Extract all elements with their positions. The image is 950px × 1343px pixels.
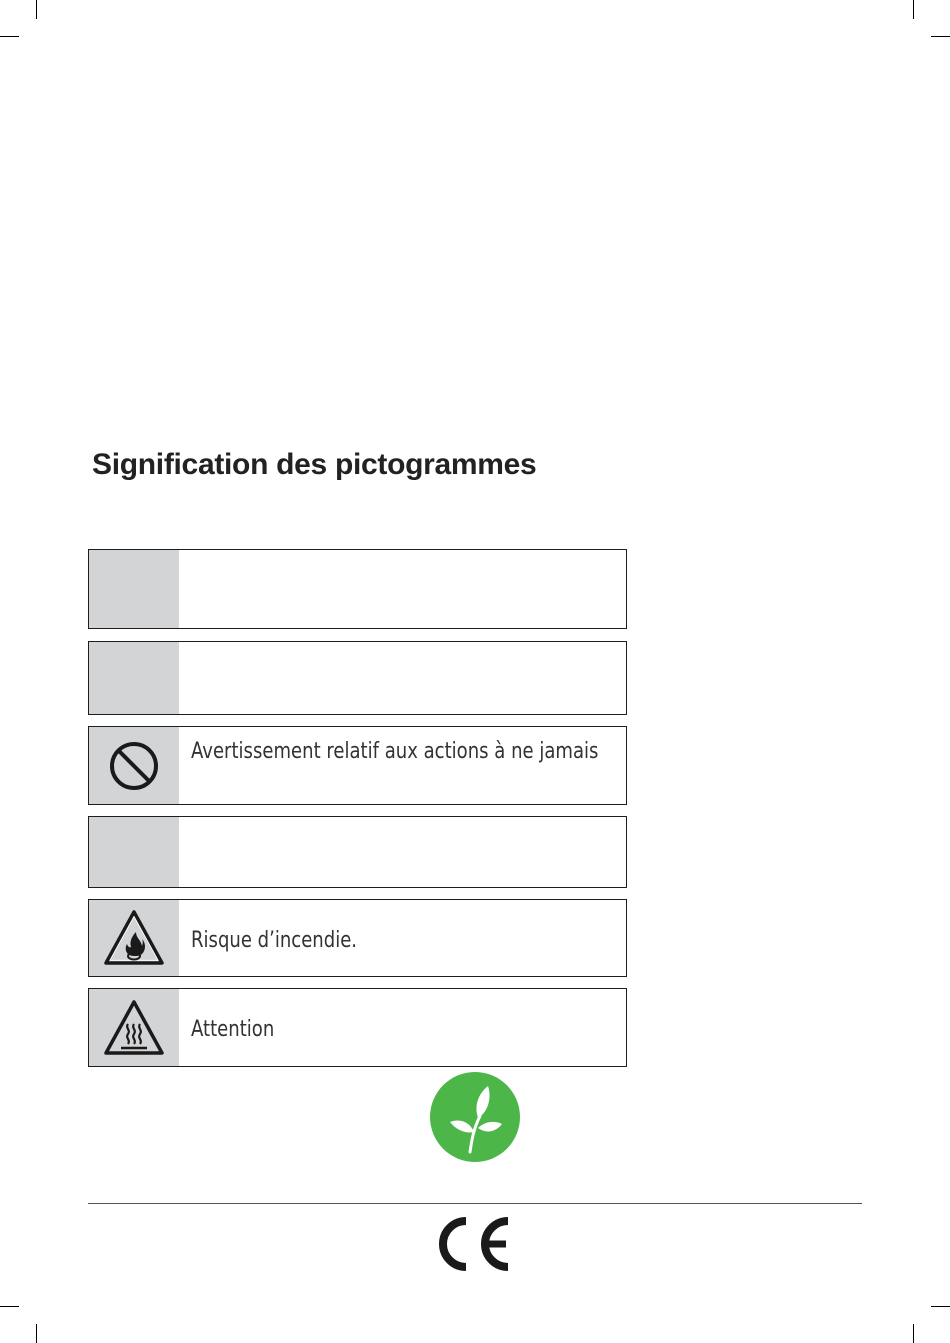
pictogram-row [88,641,627,715]
pictogram-cell [89,817,179,887]
pictogram-row [88,988,627,1067]
pictogram-cell [89,900,179,976]
crop-mark [0,1306,19,1307]
crop-mark [931,1306,950,1307]
crop-mark [931,36,950,37]
pictogram-row [88,899,627,977]
fire-hazard-icon [102,908,166,968]
crop-mark [913,1324,914,1343]
hot-surface-icon [102,998,166,1058]
ce-mark-icon [436,1215,514,1273]
pictogram-row [88,726,627,805]
pictogram-row [88,549,627,629]
pictogram-cell [89,989,179,1066]
pictogram-row [88,816,627,888]
pictogram-description: Attention [191,1017,275,1042]
page-title: Signification des pictogrammes [92,448,537,481]
pictogram-cell [89,727,179,804]
prohibition-icon [108,740,160,792]
pictogram-description: Avertissement relatif aux actions à ne jamais [191,739,599,764]
pictogram-description: Risque d’incendie. [191,928,358,953]
leaf-icon [430,1072,520,1162]
crop-mark [36,0,37,19]
crop-mark [913,0,914,19]
divider [88,1203,862,1204]
pictogram-cell [89,642,179,714]
pictogram-cell [89,550,179,628]
crop-mark [36,1324,37,1343]
crop-mark [0,36,19,37]
